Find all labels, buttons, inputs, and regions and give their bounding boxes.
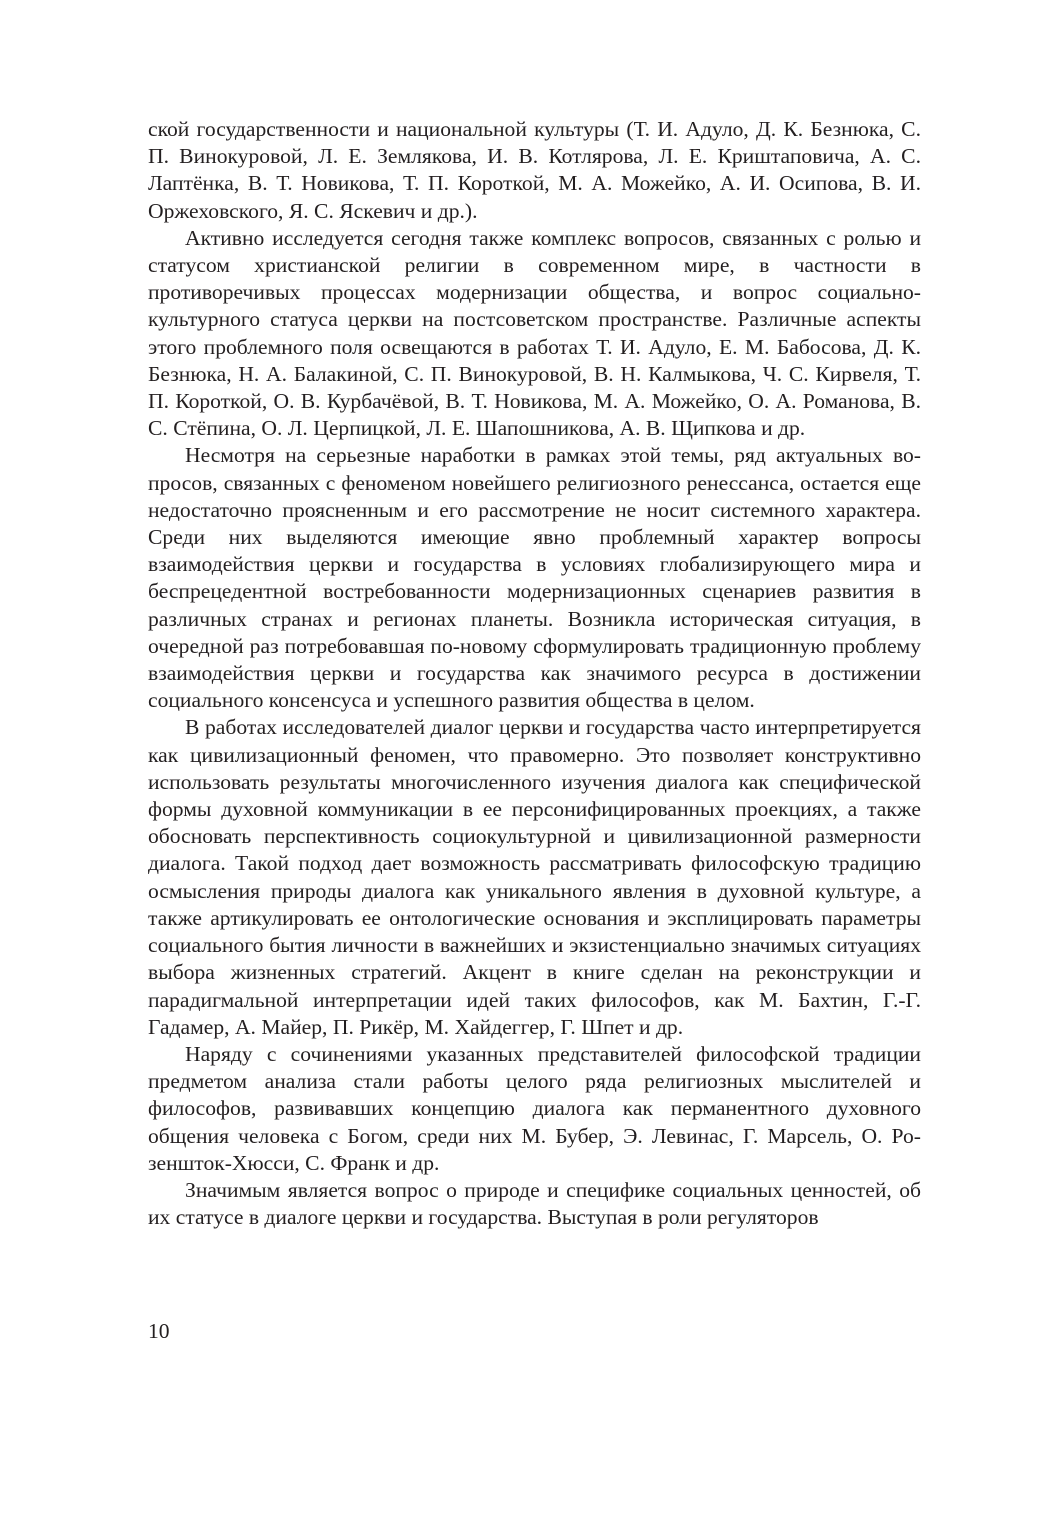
paragraph-4: В работах исследователей диалог церкви и государства часто интерпретируется как цивилизационный феномен, что правомерно. Это позволяет конструктивно использовать результаты многочисленного изучения диалога как специфической формы духовной коммуникации в ее персонифицированных проекциях, а также обосновать перспективность социокультурной и цивилизационной размерности диалога. Такой подход дает возможность рассматривать философскую традицию осмысления природы диалога как уникального явления в духовной культуре, а также артикулировать ее онтологические основания и эксплицировать параметры социального бытия личности в важнейших и экзистенциально значимых ситуациях выбора жизненных стратегий. Акцент в книге сделан на реконструкции и парадигмальной интерпретации идей таких философов, как М. Бахтин, Г.-Г. Гадамер, А. Майер, П. Рикёр, М. Хайдеггер, Г. Шпет и др. [148, 715, 921, 1039]
paragraph-1: ской государственности и национальной культуры (Т. И. Адуло, Д. К. Безнюка, С. П. Винокуровой, Л. Е. Землякова, И. В. Котлярова, Л. Е. Криштаповича, А. С. Лаптёнка, В. Т. Новикова, Т. П. Короткой, М. А. Можейко, А. И. Осипова, В. И. Оржеховского, Я. С. Яскевич и др.). [148, 117, 921, 223]
paragraph-3: Несмотря на серьезные наработки в рамках этой темы, ряд актуальных вопросов, связанных с феноменом новейшего религиозного ренессанса, остается еще недостаточно проясненным и его рассмотрение не носит системного характера. Среди них выделяются имеющие явно проблемный характер вопросы взаимодействия церкви и государства в условиях глобализирующего мира и беспрецедентной востребованности модернизационных сценариев развития в различных странах и регионах планеты. Возникла историческая ситуация, в очередной раз потребовавшая по-новому сформулировать традиционную проблему взаимодействия церкви и государства как значимого ресурса в достижении социального консенсуса и успешного развития общества в целом. [148, 443, 921, 713]
page-number: 10 [148, 1319, 170, 1343]
page-body [148, 116, 921, 1231]
paragraph-5: Наряду с сочинениями указанных представителей философской традиции предметом анализа стали работы целого ряда религиозных мыслителей и философов, развивавших концепцию диалога как перманентного духовного общения человека с Богом, среди них М. Бубер, Э. Левинас, Г. Марсель, О. Розеншток-Хюсси, С. Франк и др. [148, 1041, 921, 1175]
paragraph-2: Активно исследуется сегодня также комплекс вопросов, связанных с ролью и статусом христианской религии в современном мире, в частности в противоречивых процессах модернизации общества, и вопрос социально-культурного статуса церкви на постсоветском пространстве. Различные аспекты этого проблемного поля освещаются в работах Т. И. Адуло, Е. М. Бабосова, Д. К. Безнюка, Н. А. Балакиной, С. П. Винокуровой, В. Н. Калмыкова, Ч. С. Кирвеля, Т. П. Короткой, О. В. Курбачёвой, В. Т. Новикова, М. А. Можейко, О. А. Романова, В. С. Стёпина, О. Л. Церпицкой, Л. Е. Шапошникова, А. В. Щипкова и др. [148, 225, 921, 441]
paragraph-6: Значимым является вопрос о природе и специфике социальных ценностей, об их статусе в диалоге церкви и государства. Выступая в роли регуляторов [148, 1177, 921, 1230]
